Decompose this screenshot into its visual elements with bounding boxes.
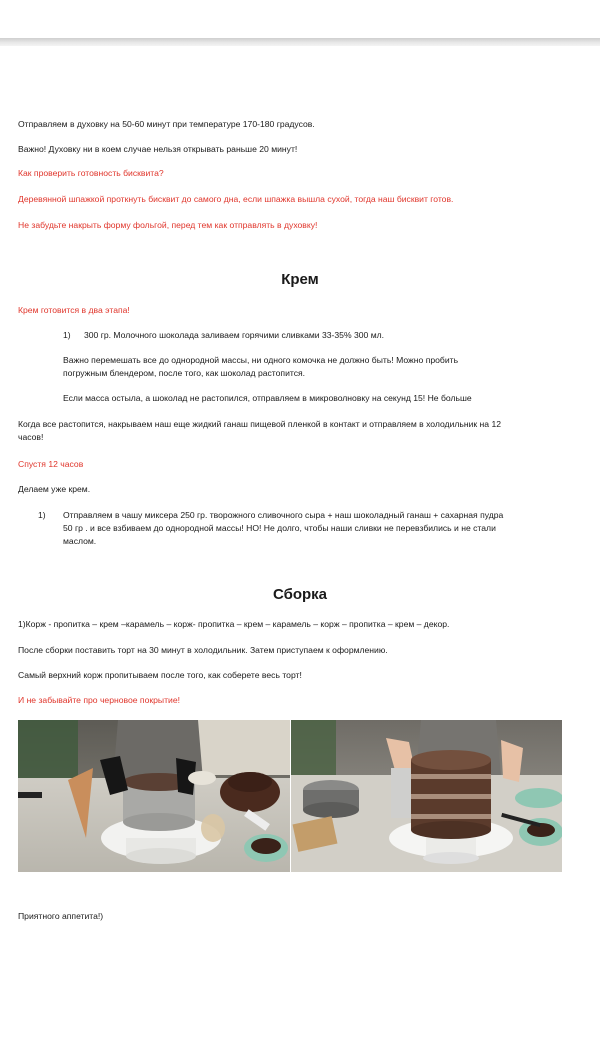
readiness-question: Как проверить готовность бисквита? [18,168,164,178]
step2-line2: 50 гр . и все взбиваем до однородной массы! НО! Не долго, чтобы наши сливки не перевзбились и не стали [63,523,496,533]
closing-text: Приятного аппетита!) [18,911,104,921]
viewer-top-bar [0,0,600,38]
crumb-coat-note: И не забывайте про черновое покрытие! [18,695,180,705]
cake-assembly-photo [18,720,290,872]
foil-note: Не забудьте накрыть форму фольгой, перед тем как отправлять в духовку! [18,220,318,230]
cake-frosting-photo [291,720,562,872]
make-cream: Делаем уже крем. [18,484,91,494]
oven-instruction: Отправляем в духовку на 50-60 минут при температуре 170-180 градусов. [18,119,315,129]
cream-heading: Крем [281,271,319,288]
mix-note-line1: Важно перемешать все до однородной массы, ни одного комочка не должно быть! Можно пробить [63,355,459,365]
microwave-note: Если масса остыла, а шоколад не растопился, отправляем в микроволновку на секунд 15! Не больше [63,393,472,403]
step2-number: 1) [38,510,46,520]
oven-warning: Важно! Духовку ни в коем случае нельзя открывать раньше 20 минут! [18,144,298,154]
readiness-answer: Деревянной шпажкой проткнуть бисквит до самого дна, если шпажка вышла сухой, тогда наш бисквит готов. [18,194,454,204]
assembly-heading: Сборка [272,586,328,603]
chill-note: После сборки поставить торт на 30 минут в холодильник. Затем приступаем к оформлению. [18,645,388,655]
step2-line3: маслом. [63,536,97,546]
layer-order: 1)Корж - пропитка – крем –карамель – корж- пропитка – крем – карамель – корж – пропитка – крем – декор. [18,619,450,629]
top-layer-note: Самый верхний корж пропитываем после того, как соберете весь торт! [18,670,302,680]
top-shadow-divider [0,38,600,46]
step1-number: 1) [63,330,71,340]
fridge-note-line1: Когда все растопится, накрываем наш еще жидкий ганаш пищевой пленкой в контакт и отправляем в холодильник на 12 [18,419,502,429]
cream-stages-note: Крем готовится в два этапа! [18,305,130,315]
after-12-hours: Спустя 12 часов [18,459,84,469]
step2-line1: Отправляем в чашу миксера 250 гр. творожного сливочного сыра + наш шоколадный ганаш + сахарная пудра [63,510,504,520]
mix-note-line2: погружным блендером, после того, как шоколад растопится. [63,368,306,378]
fridge-note-line2: часов! [18,432,44,442]
step1-text: 300 гр. Молочного шоколада заливаем горячими сливками 33-35% 300 мл. [84,330,385,340]
